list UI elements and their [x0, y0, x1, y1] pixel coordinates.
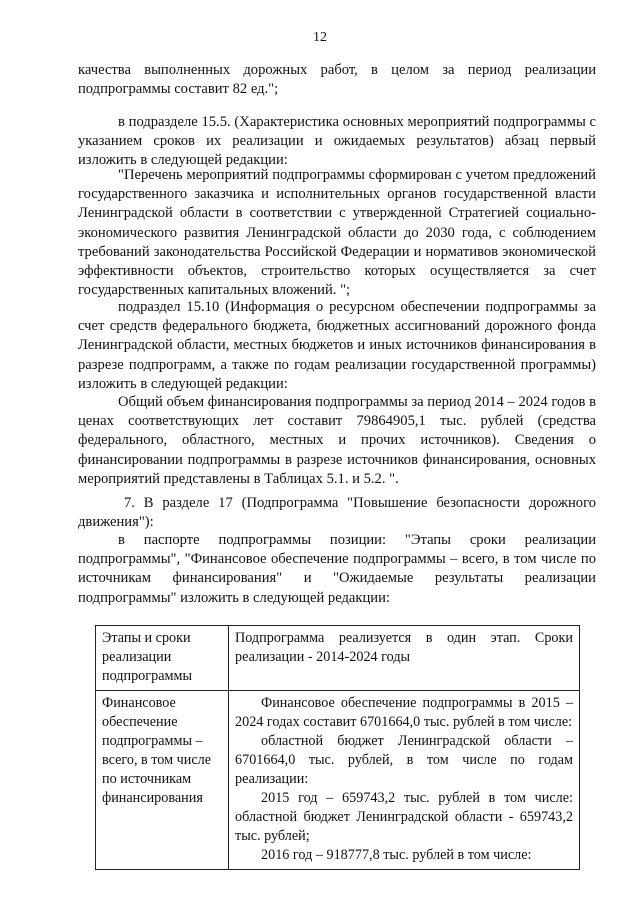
table-label-line: подпрограммы — [102, 668, 192, 684]
passport-table — [95, 625, 580, 870]
paragraph-road-works-result: качества выполненных дорожных работ, в целом за период реализации подпрограммы составит 82 ед."; — [78, 62, 596, 98]
table-label-line: обеспечение — [102, 714, 178, 730]
financing-regional-budget-text: областной бюджет Ленинградской области – 6701664,0 тыс. рублей, в том числе по годам реализации: — [235, 733, 573, 787]
table-label-line: Этапы и сроки — [102, 630, 191, 646]
table-row — [96, 626, 580, 691]
financing-label-cell — [96, 691, 229, 870]
paragraph-total-financing: Общий объем финансирования подпрограммы за период 2014 – 2024 годов в ценах соответствующих лет составит 79864905,1 тыс. рублей (средства федерального, областного, местных и прочих источников). Сведения о финансировании подпрограммы в разрезе источников финансирования, основных мероприятий представлены в Таблицах 5.1. и 5.2. ". — [78, 394, 596, 487]
table-label-line: по источникам — [102, 771, 192, 787]
stages-label-cell — [96, 626, 229, 691]
paragraph-section-17: 7. В разделе 17 (Подпрограмма "Повышение безопасности дорожного движения"): — [78, 495, 596, 531]
paragraph-subsection-15-5: в подразделе 15.5. (Характеристика основных мероприятий подпрограммы с указанием сроков их реализации и ожидаемых результатов) абзац первый изложить в следующей редакции: — [78, 114, 596, 169]
financing-2016-text: 2016 год – 918777,8 тыс. рублей в том числе: — [261, 847, 532, 863]
financing-total-text: Финансовое обеспечение подпрограммы в 2015 – 2024 годах составит 6701664,0 тыс. рублей в том числе: — [235, 695, 573, 730]
financing-value-cell — [229, 691, 580, 870]
table-label-line: Финансовое — [102, 695, 176, 711]
stages-value-cell: Подпрограмма реализуется в один этап. Сроки реализации - 2014-2024 годы — [229, 626, 580, 691]
financing-2015-text: 2015 год – 659743,2 тыс. рублей в том числе: областной бюджет Ленинградской области - 659743,2 тыс. рублей; — [235, 790, 573, 844]
table-label-line: всего, в том числе — [102, 752, 212, 768]
table-label-line: финансирования — [102, 790, 203, 806]
paragraph-passport-positions: в паспорте подпрограммы позиции: "Этапы сроки реализации подпрограммы", "Финансовое обеспечение подпрограммы – всего, в том числе по источникам финансирования" и "Ожидаемые результаты реализации подпрограммы" изложить в следующей редакции: — [78, 532, 596, 606]
paragraph-measures-list: "Перечень мероприятий подпрограммы сформирован с учетом предложений государственного заказчика и исполнительных органов государственной власти Ленинградской области в соответствии с утвержденной Стратегией социально-экономического развития Ленинградской области до 2030 года, с соблюдением требований законодательства Российской Федерации и нормативов экономической эффективности объектов, строительство которых осуществляется за счет государственных капитальных вложений. "; — [78, 167, 596, 299]
table-label-line: подпрограммы – — [102, 733, 203, 749]
page-number: 12 — [313, 30, 327, 45]
table-row — [96, 691, 580, 870]
paragraph-subsection-15-10: подраздел 15.10 (Информация о ресурсном обеспечении подпрограммы за счет средств федерального бюджета, бюджетных ассигнований дорожного фонда Ленинградской области, местных бюджетов и иных источников финансирования в разрезе подпрограмм, а также по годам реализации государственной программы) изложить в следующей редакции: — [78, 299, 596, 392]
table-label-line: реализации — [102, 649, 172, 665]
